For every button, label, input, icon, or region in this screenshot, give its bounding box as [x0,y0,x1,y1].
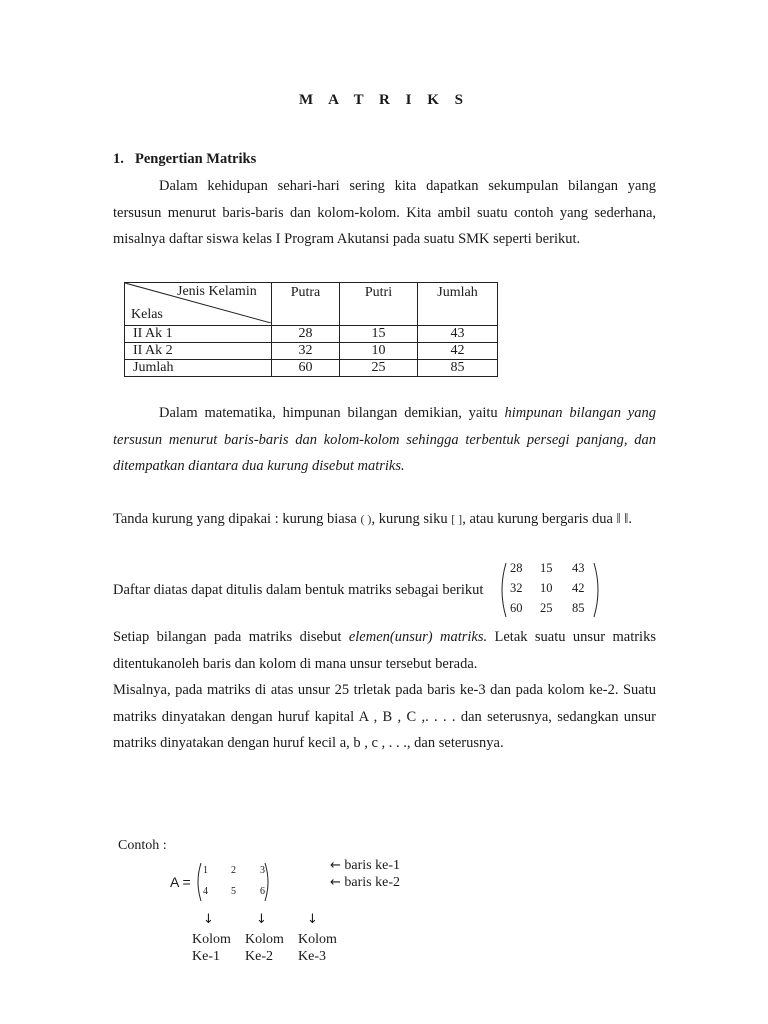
double-bar-symbol: ‖ ‖. [616,511,632,527]
definition-italic: himpunan bilangan yang tersusun menurut baris-baris dan kolom-kolom sehingga terbentuk persegi panjang, dan ditempatkan diantara dua kurung disebut matriks. [113,405,656,474]
table-cell: 43 [418,326,498,343]
matrix-cell: 32 [510,581,523,595]
table-header: Putri [340,283,418,326]
table-cell: 42 [418,343,498,360]
corner-label-top: Jenis Kelamin [177,284,257,299]
round-bracket-symbol: ( ) [360,512,372,526]
table-cell: 60 [272,360,340,377]
element-italic: elemen(unsur) matriks. [348,629,488,645]
matrix-cell: 15 [540,561,553,575]
example-matrix [195,862,271,902]
brackets-mid: , kurung siku [371,511,448,527]
table-row [125,326,498,343]
table-cell: 32 [272,343,340,360]
matrix-cell: 43 [572,561,585,575]
left-arrow-icon: ← [330,875,341,890]
row-label: II Ak 1 [125,326,272,343]
table-row [125,343,498,360]
matrix-cell: 25 [540,601,553,615]
brackets-tail: , atau kurung bergaris dua [462,511,613,527]
section-heading-text: Pengertian Matriks [135,151,257,167]
matrix-cell: 85 [572,601,585,615]
section-number: 1. [113,151,124,167]
matrix-cell: 42 [572,581,585,595]
column-label-index: Ke-2 [245,949,273,964]
down-arrow-icon: ↓ [307,912,318,927]
matrix-cell: 10 [540,581,553,595]
column-label-1 [192,931,231,965]
row-label-2 [330,875,400,891]
contoh-label: Contoh : [118,838,167,853]
column-label-index: Ke-1 [192,949,220,964]
row-label-text: baris ke-1 [344,858,400,873]
table-header-row [125,283,498,326]
element-lead: Setiap bilangan pada matriks disebut [113,629,349,645]
square-bracket-symbol: [ ] [451,512,463,526]
section-heading [113,151,256,168]
left-arrow-icon: ← [330,858,341,873]
corner-label-bottom: Kelas [131,307,163,322]
row-label: Jumlah [125,360,272,377]
table-header: Putra [272,283,340,326]
table-cell: 85 [418,360,498,377]
down-arrow-icon: ↓ [203,912,214,927]
row-label-1 [330,858,400,874]
column-label-3 [298,931,337,965]
example-paragraph: Misalnya, pada matriks di atas unsur 25 trletak pada baris ke-3 dan pada kolom ke-2. Suatu matriks dinyatakan dengan huruf kapital A , B , C ,. . . . dan seterusnya, sedangkan unsur matriks dinyatakan dengan huruf kecil a, b , c , . . ., dan seterusnya. [113,682,656,751]
matrix-sentence: Daftar diatas dapat ditulis dalam bentuk matriks sebagai berikut [113,582,484,598]
definition-paragraph [113,400,656,480]
brackets-lead: Tanda kurung yang dipakai : kurung biasa [113,511,357,527]
table-cell: 15 [340,326,418,343]
matrix-cell: 1 [203,865,208,876]
matrix-cell: 60 [510,601,523,615]
column-label-2 [245,931,284,965]
column-label-word: Kolom [192,932,231,947]
page-title: M A T R I K S [299,92,469,108]
matrix-a-name: A = [170,874,191,890]
down-arrow-icon: ↓ [256,912,267,927]
student-table [124,282,498,377]
brackets-paragraph [113,506,656,533]
intro-paragraph: Dalam kehidupan sehari-hari sering kita dapatkan sekumpulan bilangan yang tersusun menurut baris-baris dan kolom-kolom. Kita ambil suatu contoh yang sederhana, misalnya daftar siswa kelas I Program Akutansi pada suatu SMK seperti berikut. [113,178,656,247]
table-cell: 28 [272,326,340,343]
table-corner-cell [125,283,272,326]
matrix-cell: 5 [231,886,236,897]
matrix-cell: 28 [510,561,523,575]
matrix-cell: 3 [260,865,265,876]
row-label: II Ak 2 [125,343,272,360]
column-label-word: Kolom [298,932,337,947]
student-matrix [498,561,602,619]
column-label-word: Kolom [245,932,284,947]
column-label-index: Ke-3 [298,949,326,964]
matrix-cell: 2 [231,865,236,876]
row-label-text: baris ke-2 [344,875,400,890]
table-cell: 25 [340,360,418,377]
table-cell: 10 [340,343,418,360]
table-row [125,360,498,377]
element-paragraph [113,624,656,677]
matrix-cell: 4 [203,886,208,897]
matrix-cell: 6 [260,886,265,897]
definition-lead: Dalam matematika, himpunan bilangan demikian, yaitu [159,405,505,421]
element-tail: Letak suatu unsur matriks ditentukanoleh baris dan kolom di mana unsur tersebut berada. [113,629,656,672]
table-header: Jumlah [418,283,498,326]
